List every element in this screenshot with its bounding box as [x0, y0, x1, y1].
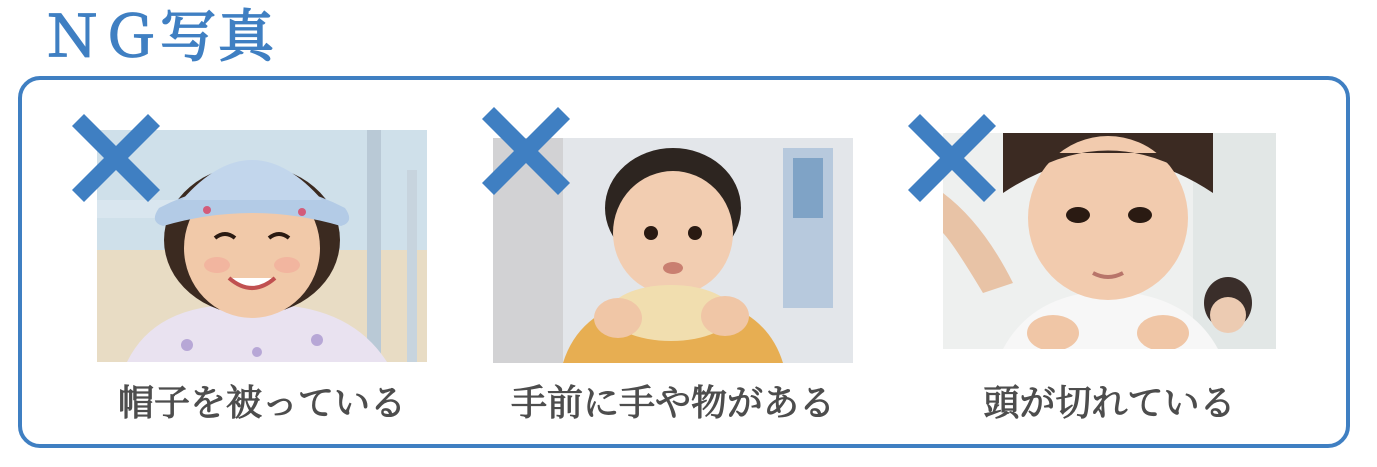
x-mark-icon — [906, 112, 998, 204]
page-title: ＮＧ写真 — [44, 5, 276, 70]
x-mark-icon — [70, 112, 162, 204]
caption-head-cropped: 頭が切れている — [983, 383, 1236, 424]
caption-hat: 帽子を被っている — [117, 383, 406, 424]
x-mark-icon — [480, 105, 572, 197]
caption-hands-objects: 手前に手や物がある — [510, 383, 835, 424]
